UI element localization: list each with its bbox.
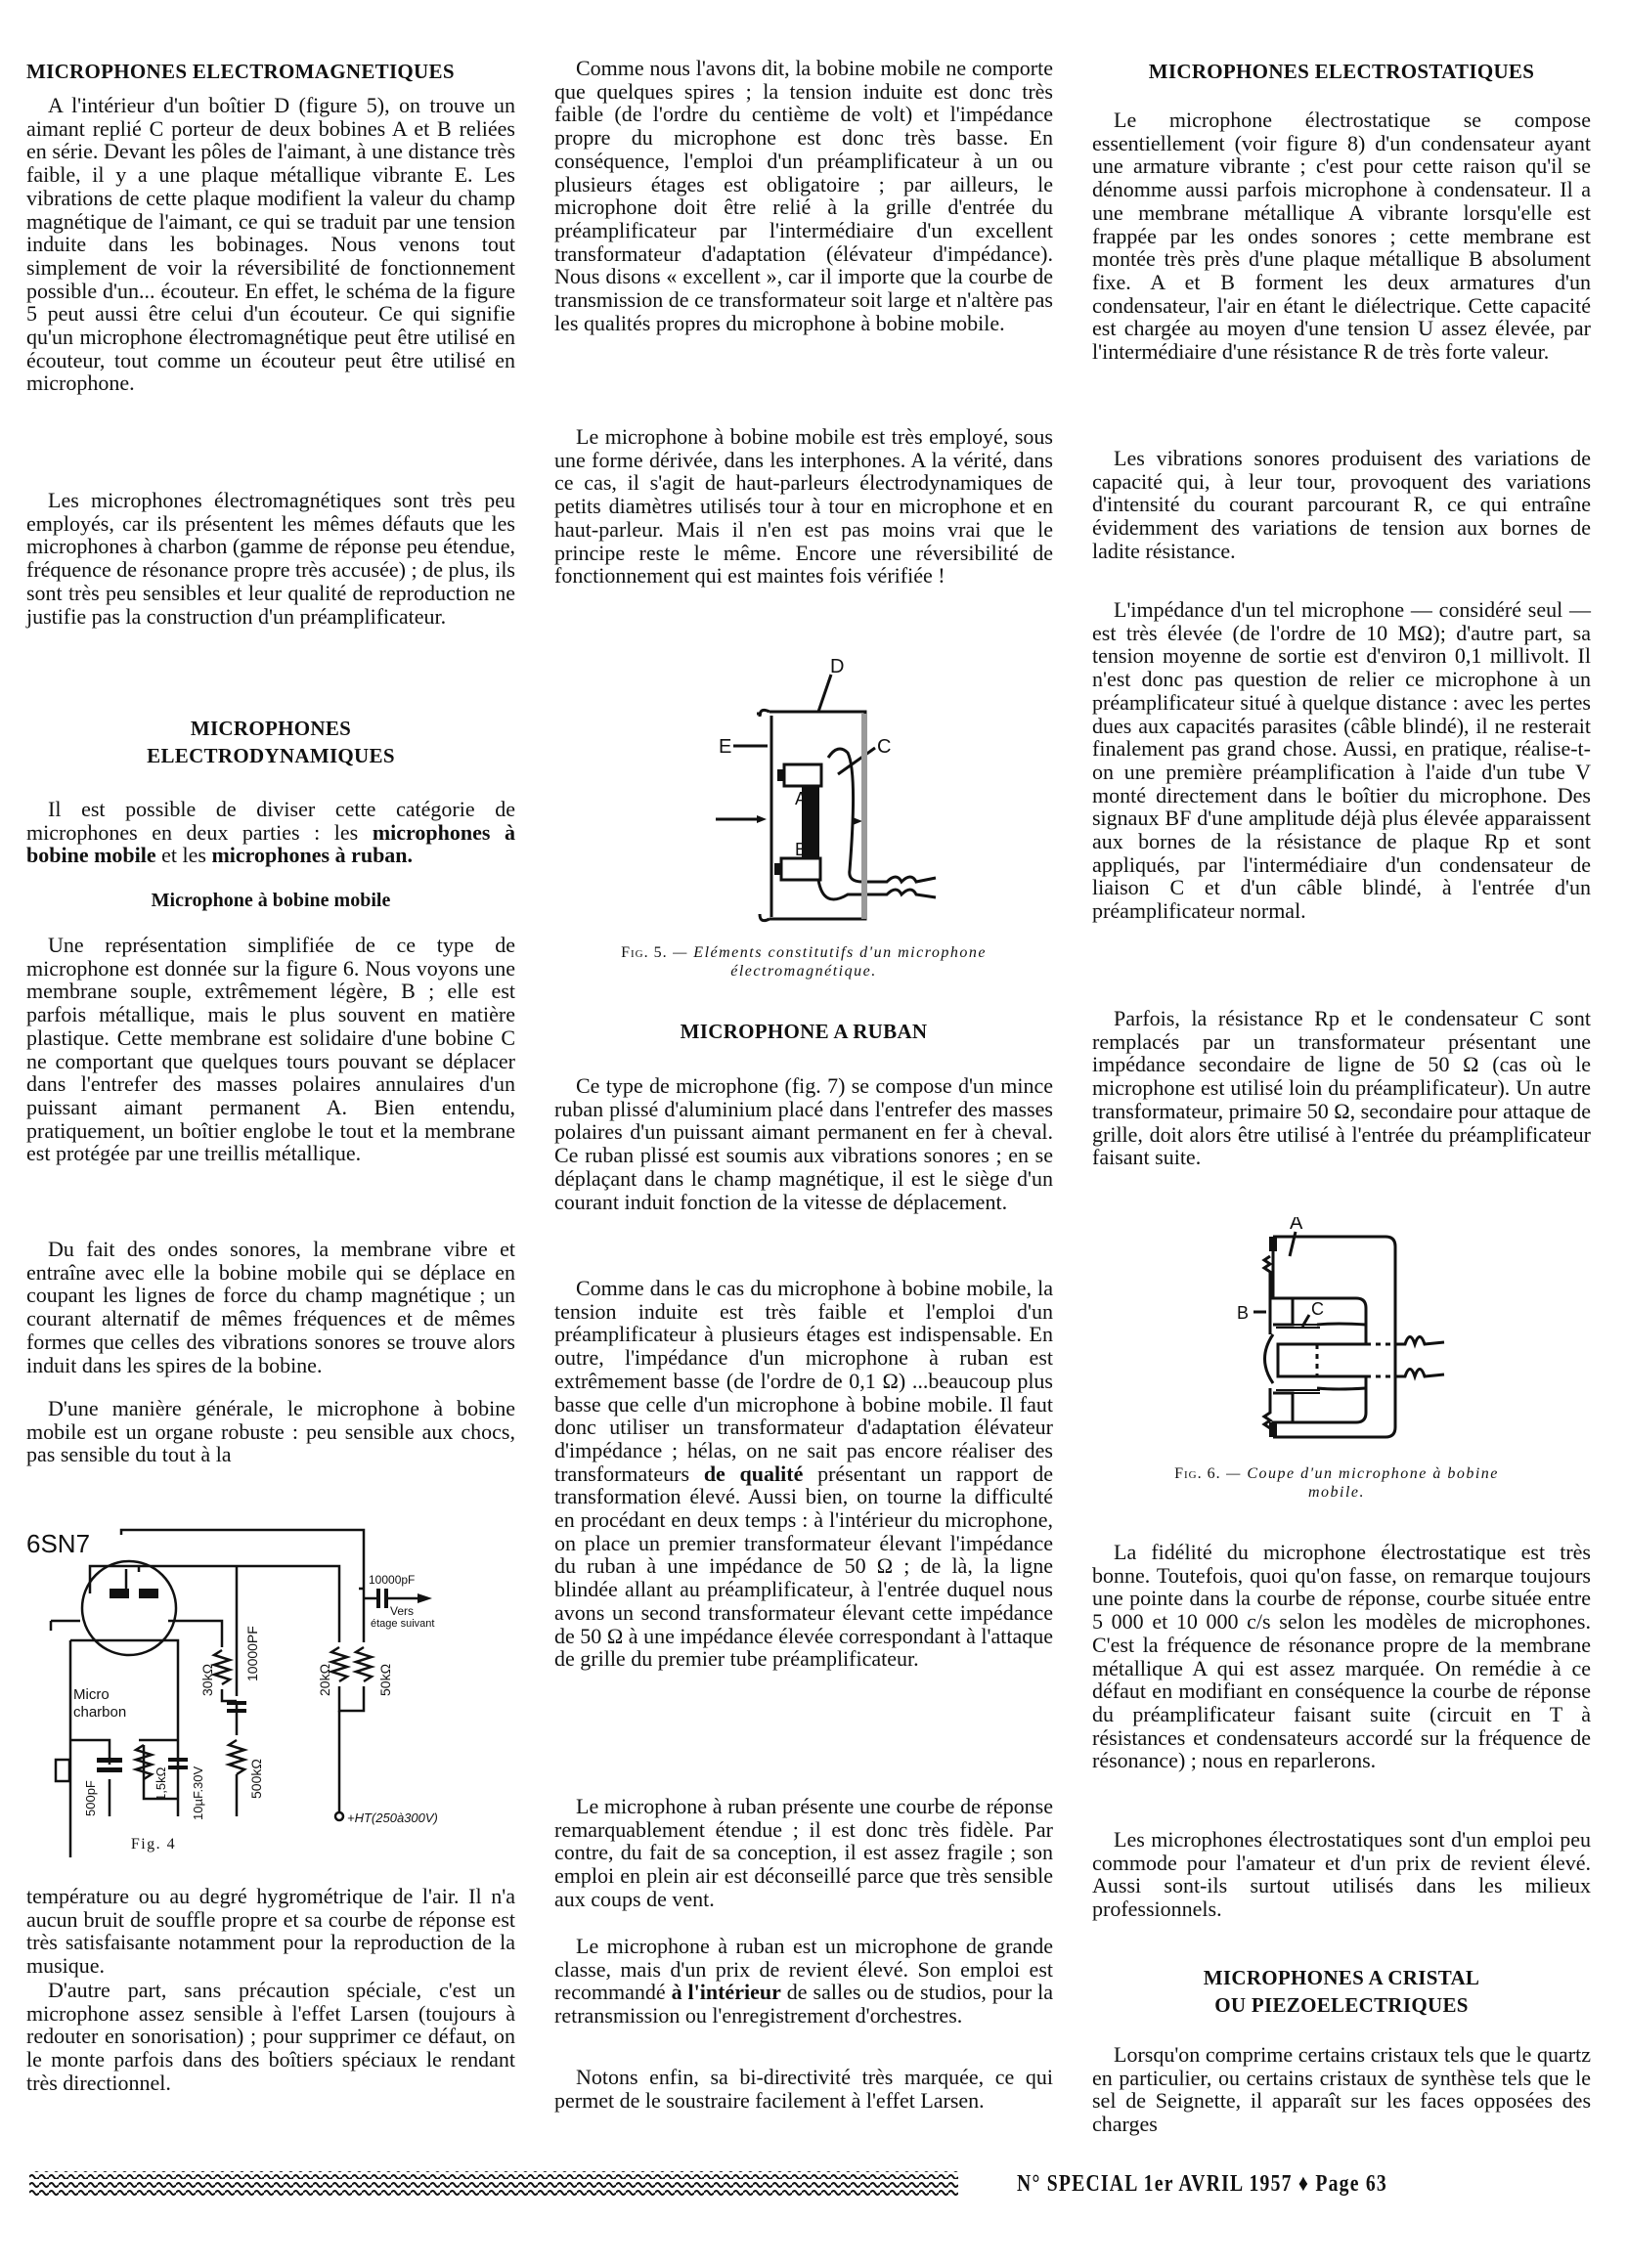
- figure-5-caption: [554, 943, 1053, 981]
- paragraph: Les vibrations sonores produisent des variations de capacité qui, à leur tour, provoquent des variations d'intensité du courant parcourant R, ce qui entraîne évidemment des variations de tension aux bornes de ladite résistance.: [1092, 446, 1591, 563]
- left-column: [26, 0, 515, 2160]
- paragraph: La fidélité du microphone électrostatique est très bonne. Toutefois, quoi qu'on fasse, on remarque toujours une pointe dans la courbe de réponse, courbe située entre 5 000 et 10 000 c/s selon les modèles de microphones. C'est la fréquence de résonance propre de la membrane métallique A qui est assez marquée. On remédie à ce défaut en modifiant en conséquence la courbe de réponse du préamplificateur faisant suite (circuit en T à résistances et condensateurs accordé sur la fréquence de résonance) ; nous en reparlerons.: [1092, 1540, 1591, 1773]
- text: Il est possible de diviser cette catégorie de microphones en deux parties : les: [26, 797, 515, 845]
- heading-cristal-2: OU PIEZOELECTRIQUES: [1214, 1993, 1469, 2017]
- paragraph: Parfois, la résistance Rp et le condensateur C sont remplacés par un transformateur présentant une impédance secondaire de ligne de 50 Ω (cas où le microphone est utilisé loin du préamplificateur). Un autre transformateur, primaire 50 Ω, secondaire pour attaque de grille, doit alors être utilisé à l'entrée du préamplificateur faisant suite.: [1092, 1006, 1591, 1170]
- tube-label: 6SN7: [26, 1529, 91, 1558]
- text: de salles ou de studios, pour la retransmission ou l'enregistrement d'orchestres.: [554, 1980, 1053, 2028]
- paragraph: Lorsqu'on comprime certains cristaux tels que le quartz en particulier, ou certains cristaux de synthèse tels que le sel de Seignette, il apparaît sur les faces opposées des charges: [1092, 2042, 1591, 2137]
- paragraph: Notons enfin, sa bi-directivité très marquée, ce qui permet de le soustraire facilement à l'effet Larsen.: [554, 2065, 1053, 2113]
- paragraph: Du fait des ondes sonores, la membrane vibre et entraîne avec elle la bobine mobile qui se déplace en coupant les lignes de force du champ magnétique ; un courant alternatif de mêmes fréquences et de mêmes formes que celles des vibrations sonores se trouve alors induit dans les spires de la bobine.: [26, 1237, 515, 1377]
- decoupling-capacitor-label: 10000PF: [244, 1626, 260, 1681]
- paragraph: Ce type de microphone (fig. 7) se compose d'un mince ruban plissé d'aluminium placé dans l'entrefer des masses polaires d'un puissant aimant permanent en fer à cheval. Ce ruban plissé est soumis aux vibrations sonores ; en se déplaçant dans le champ magnétique, il est le siège d'un courant induit fonction de la vitesse de déplacement.: [554, 1073, 1053, 1214]
- text: présentant un rapport de transformation élevé. Aussi bien, on tourne la difficulté en procédant en deux temps : à l'intérieur du microphone, on place un premier transformateur élevant l'impédance du ruban à une impédance de 50 Ω ; de là, la ligne blindée allant au préamplificateur, à l'entrée duquel nous avons un second transformateur élevant cette impédance de 50 Ω à une impédance élevée correspondant à l'attaque de grille du premier tube préamplificateur.: [554, 1461, 1054, 1672]
- heading-electromagnetiques: MICROPHONES ELECTROMAGNETIQUES: [26, 60, 455, 83]
- figure-6: [1092, 1217, 1591, 1510]
- paragraph: Les microphones électromagnétiques sont très peu employés, car ils présentent les mêmes défauts que les microphones à charbon (gamme de réponse peu étendue, fréquence de résonance propre très accusée) ; de plus, ils sont très peu sensibles et leur qualité de reproduction ne justifie pas la construction d'un préamplificateur.: [26, 488, 515, 629]
- output-capacitor-label: 10000pF: [369, 1573, 416, 1587]
- paragraph: Le microphone à bobine mobile est très employé, sous une forme dérivée, dans les interphones. A la vérité, dans ce cas, il s'agit de haut-parleurs électrodynamiques de petits diamètres utilisés tour à tour en microphone et en haut-parleur. Mais il n'en est pas moins vrai que le principe reste le même. Encore une réversibilité de fonctionnement qui est maintes fois vérifiée !: [554, 424, 1053, 589]
- resistor-500k-label: 500kΩ: [248, 1759, 264, 1799]
- figure-4-caption: Fig. 4: [130, 1836, 177, 1853]
- heading-electrodynamiques-1: MICROPHONES: [190, 717, 352, 740]
- paragraph: [554, 1277, 1053, 1671]
- bold-text: microphones à bobine mobile: [26, 819, 515, 868]
- subheading-bobine-mobile: Microphone à bobine mobile: [151, 890, 391, 911]
- text: Le microphone à ruban est un microphone de grande classe, mais d'un prix de revient élevé. Son emploi est recommandé: [554, 1934, 1053, 2005]
- bold-text: microphones à ruban.: [211, 843, 414, 868]
- micro-label: Micro: [73, 1686, 110, 1703]
- label-b: B: [1237, 1303, 1250, 1323]
- label-b: B: [795, 840, 808, 859]
- figure-6-caption: [1161, 1464, 1513, 1502]
- text: Comme dans le cas du microphone à bobine mobile, la tension induite est très faible et l'emploi d'un préamplificateur à plusieurs étages est indispensable. En outre, l'impédance d'un microphone à ruban est extrêmement basse (de l'ordre de 0,1 Ω) ...beaucoup plus basse que celle d'un microphone à bobine mobile. Il faut donc utiliser un transformateur d'adaptation élévateur d'impédance ; hélas, on ne sait pas encore réaliser des transformateurs: [554, 1276, 1053, 1486]
- paragraph: [26, 798, 515, 867]
- caption-text: — Eléments constitutifs d'un microphone électromagnétique.: [673, 944, 987, 980]
- caption-number: Fig. 6.: [1174, 1465, 1221, 1482]
- charbon-label: charbon: [73, 1704, 127, 1721]
- label-a: A: [795, 789, 808, 808]
- bold-text: à l'intérieur: [671, 1980, 781, 2005]
- circuit-diagram: [26, 1505, 515, 1857]
- electromagnetic-microphone-diagram: [554, 655, 1053, 938]
- caption-text: — Coupe d'un microphone à bobine mobile.: [1226, 1465, 1499, 1501]
- heading-cristal-1: MICROPHONES A CRISTAL: [1203, 1966, 1480, 1989]
- paragraph: Une représentation simplifiée de ce type de microphone est donnée sur la figure 6. Nous voyons une membrane souple, extrêmement légère, B ; elle est parfois métallique, mais le plus souvent en matière plastique. Cette membrane est solidaire d'une bobine C ne comportant que quelques tours pouvant se déplacer dans l'entrefer des masses polaires annulaires d'un puissant aimant permanent A. Bien entendu, pratiquement, un boîtier englobe le tout et la membrane est protégée par une treillis métallique.: [26, 933, 515, 1166]
- paragraph: Le microphone à ruban présente une courbe de réponse remarquablement étendue ; il est donc très fidèle. Par contre, du fait de sa conception, il est assez fragile ; son emploi en plein air est déconseillé parce que très sensible aux coups de vent.: [554, 1794, 1053, 1911]
- paragraph: température ou au degré hygrométrique de l'air. Il n'a aucun bruit de souffle propre et sa courbe de réponse est très satisfaisante notamment pour la reproduction de la musique.: [26, 1884, 515, 1979]
- label-a: A: [1290, 1217, 1303, 1234]
- middle-column: [554, 0, 1053, 2160]
- heading-ruban: MICROPHONE A RUBAN: [680, 1020, 928, 1043]
- paragraph: D'une manière générale, le microphone à bobine mobile est un organe robuste : peu sensible aux chocs, pas sensible du tout à la: [26, 1396, 515, 1467]
- caption-number: Fig. 5.: [621, 944, 668, 961]
- text: et les: [155, 843, 212, 868]
- paragraph: [554, 1935, 1053, 2028]
- capacitor-10uf-label: 10µF.30V: [191, 1766, 205, 1820]
- vers-label: Vers: [390, 1604, 415, 1618]
- resistor-20k-label: 20kΩ: [317, 1663, 332, 1696]
- resistor-1-5k-label: 1,5kΩ: [154, 1766, 168, 1801]
- paragraph: A l'intérieur d'un boîtier D (figure 5), on trouve un aimant replié C porteur de deux bobines A et B reliées en série. Devant les pôles de l'aimant, à une distance très faible, il y a une plaque métallique vibrante E. Les vibrations de cette plaque modifient la valeur du champ magnétique de l'aimant, ce qui se traduit par une tension induite dans les bobinages. Nous venons tout simplement de voir la réversibilité de fonctionnement possible d'un... écouteur. En effet, le schéma de la figure 5 peut aussi être celui d'un écouteur. Ce qui signifie qu'un microphone électromagnétique peut être utilisé en écouteur, tout comme un écouteur peut être utilisé en microphone.: [26, 93, 515, 396]
- paragraph: Les microphones électrostatiques sont d'un emploi peu commode pour l'amateur et d'un prix de revient élevé. Aussi sont-ils surtout utilisés dans les milieux professionnels.: [1092, 1827, 1591, 1922]
- figure-4: [26, 1505, 515, 1857]
- label-c: C: [877, 736, 892, 758]
- paragraph: Le microphone électrostatique se compose essentiellement (voir figure 8) d'un condensateur ayant une armature vibrante ; c'est pour cette raison qu'il se dénomme aussi parfois microphone à condensateur. Il a une membrane métallique A vibrante lorsqu'elle est frappée par les ondes sonores ; cette membrane est montée très près d'une plaque métallique B absolument fixe. A et B forment les deux armatures d'un condensateur, l'air en étant le diélectrique. Cette capacité est chargée au moyen d'une tension U assez élevée, par l'intermédiaire d'une résistance R de très forte valeur.: [1092, 108, 1591, 365]
- paragraph: Comme nous l'avons dit, la bobine mobile ne comporte que quelques spires ; la tension induite est donc très faible (de l'ordre du centième de volt) et l'impédance propre du microphone est donc très basse. En conséquence, l'emploi d'un préamplificateur à un ou plusieurs étages est obligatoire ; par ailleurs, le microphone doit être relié à la grille d'entrée du préamplificateur par l'intermédiaire d'un excellent transformateur d'adaptation (élévateur d'impédance). Nous disons « excellent », car il importe que la courbe de transmission de ce transformateur soit large et n'altère pas les qualités propres du microphone à bobine mobile.: [554, 56, 1053, 335]
- capacitor-500pf-label: 500pF: [83, 1780, 98, 1816]
- heading-electrodynamiques-2: ELECTRODYNAMIQUES: [147, 744, 395, 767]
- page-footer: [29, 2165, 1594, 2204]
- resistor-30k-label: 30kΩ: [199, 1663, 215, 1696]
- ht-label: +HT(250à300V): [347, 1810, 438, 1825]
- figure-5: [554, 655, 1053, 987]
- resistor-50k-label: 50kΩ: [377, 1663, 393, 1696]
- label-c: C: [1311, 1299, 1324, 1319]
- heading-electrostatiques: MICROPHONES ELECTROSTATIQUES: [1148, 60, 1535, 83]
- label-e: E: [719, 736, 732, 758]
- right-column: [1092, 0, 1591, 2160]
- paragraph: L'impédance d'un tel microphone — considéré seul — est très élevée (de l'ordre de 10 MΩ); d'autre part, sa tension moyenne de sortie est d'environ 0,1 millivolt. Il n'est donc pas question de relier ce microphone à un préamplificateur situé à quelque distance : avec les pertes dues aux capacités parasites (câble blindé), il ne resterait finalement pas grand chose. Aussi, en pratique, réalise-t-on une première préamplification à l'aide d'un tube V monté directement dans le boîtier du microphone. Des signaux BF d'une amplitude déjà plus élevée apparaissent aux bornes de la résistance de plaque Rp et sont appliqués, par l'intermédiaire d'un condensateur de liaison C et d'un câble blindé, à l'entrée d'un préamplificateur normal.: [1092, 597, 1591, 924]
- wavy-rule-ornament: [29, 2165, 958, 2204]
- bold-text: de qualité: [703, 1461, 804, 1486]
- etage-suivant-label: étage suivant: [371, 1618, 435, 1630]
- paragraph: D'autre part, sans précaution spéciale, c'est un microphone assez sensible à l'effet Larsen (toujours à redouter en sonorisation) ; pour supprimer ce défaut, on le monte parfois dans des boîtiers spéciaux le rendant très directionnel.: [26, 1978, 515, 2095]
- moving-coil-microphone-diagram: [1092, 1217, 1591, 1461]
- issue-page-info: N° SPECIAL 1er AVRIL 1957 ♦ Page 63: [1017, 2171, 1387, 2197]
- label-d: D: [830, 656, 845, 677]
